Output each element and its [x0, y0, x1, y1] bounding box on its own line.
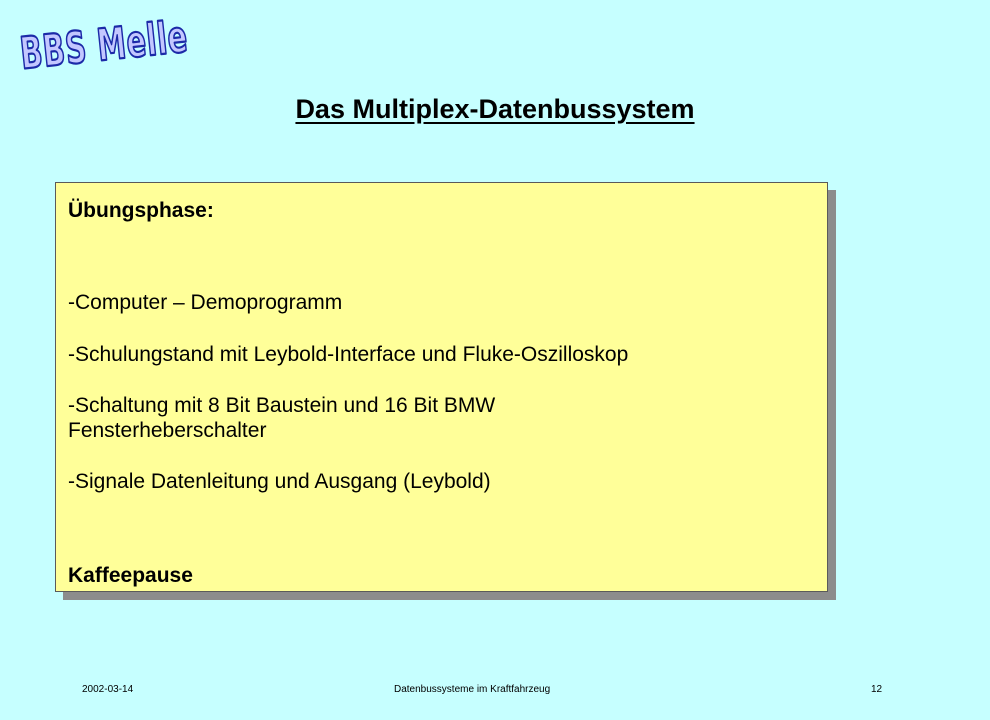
section-heading: Übungsphase: — [68, 199, 214, 222]
list-item: -Schaltung mit 8 Bit Baustein und 16 Bit BMW — [68, 394, 496, 417]
list-item: Fensterheberschalter — [68, 419, 267, 442]
content-box — [55, 182, 828, 592]
closing-note: Kaffeepause — [68, 564, 193, 587]
footer-title: Datenbussysteme im Kraftfahrzeug — [394, 684, 551, 695]
bbs-melle-logo — [14, 2, 279, 80]
slide-title: Das Multiplex-Datenbussystem — [295, 94, 695, 124]
footer-date: 2002-03-14 — [82, 684, 134, 695]
list-item: -Schulungstand mit Leybold-Interface und Fluke-Oszilloskop — [68, 343, 629, 366]
page-number: 12 — [871, 684, 883, 695]
svg-text:BBS Melle: BBS Melle — [17, 2, 279, 80]
list-item: -Computer – Demoprogramm — [68, 291, 343, 314]
list-item: -Signale Datenleitung und Ausgang (Leybold) — [68, 470, 491, 493]
